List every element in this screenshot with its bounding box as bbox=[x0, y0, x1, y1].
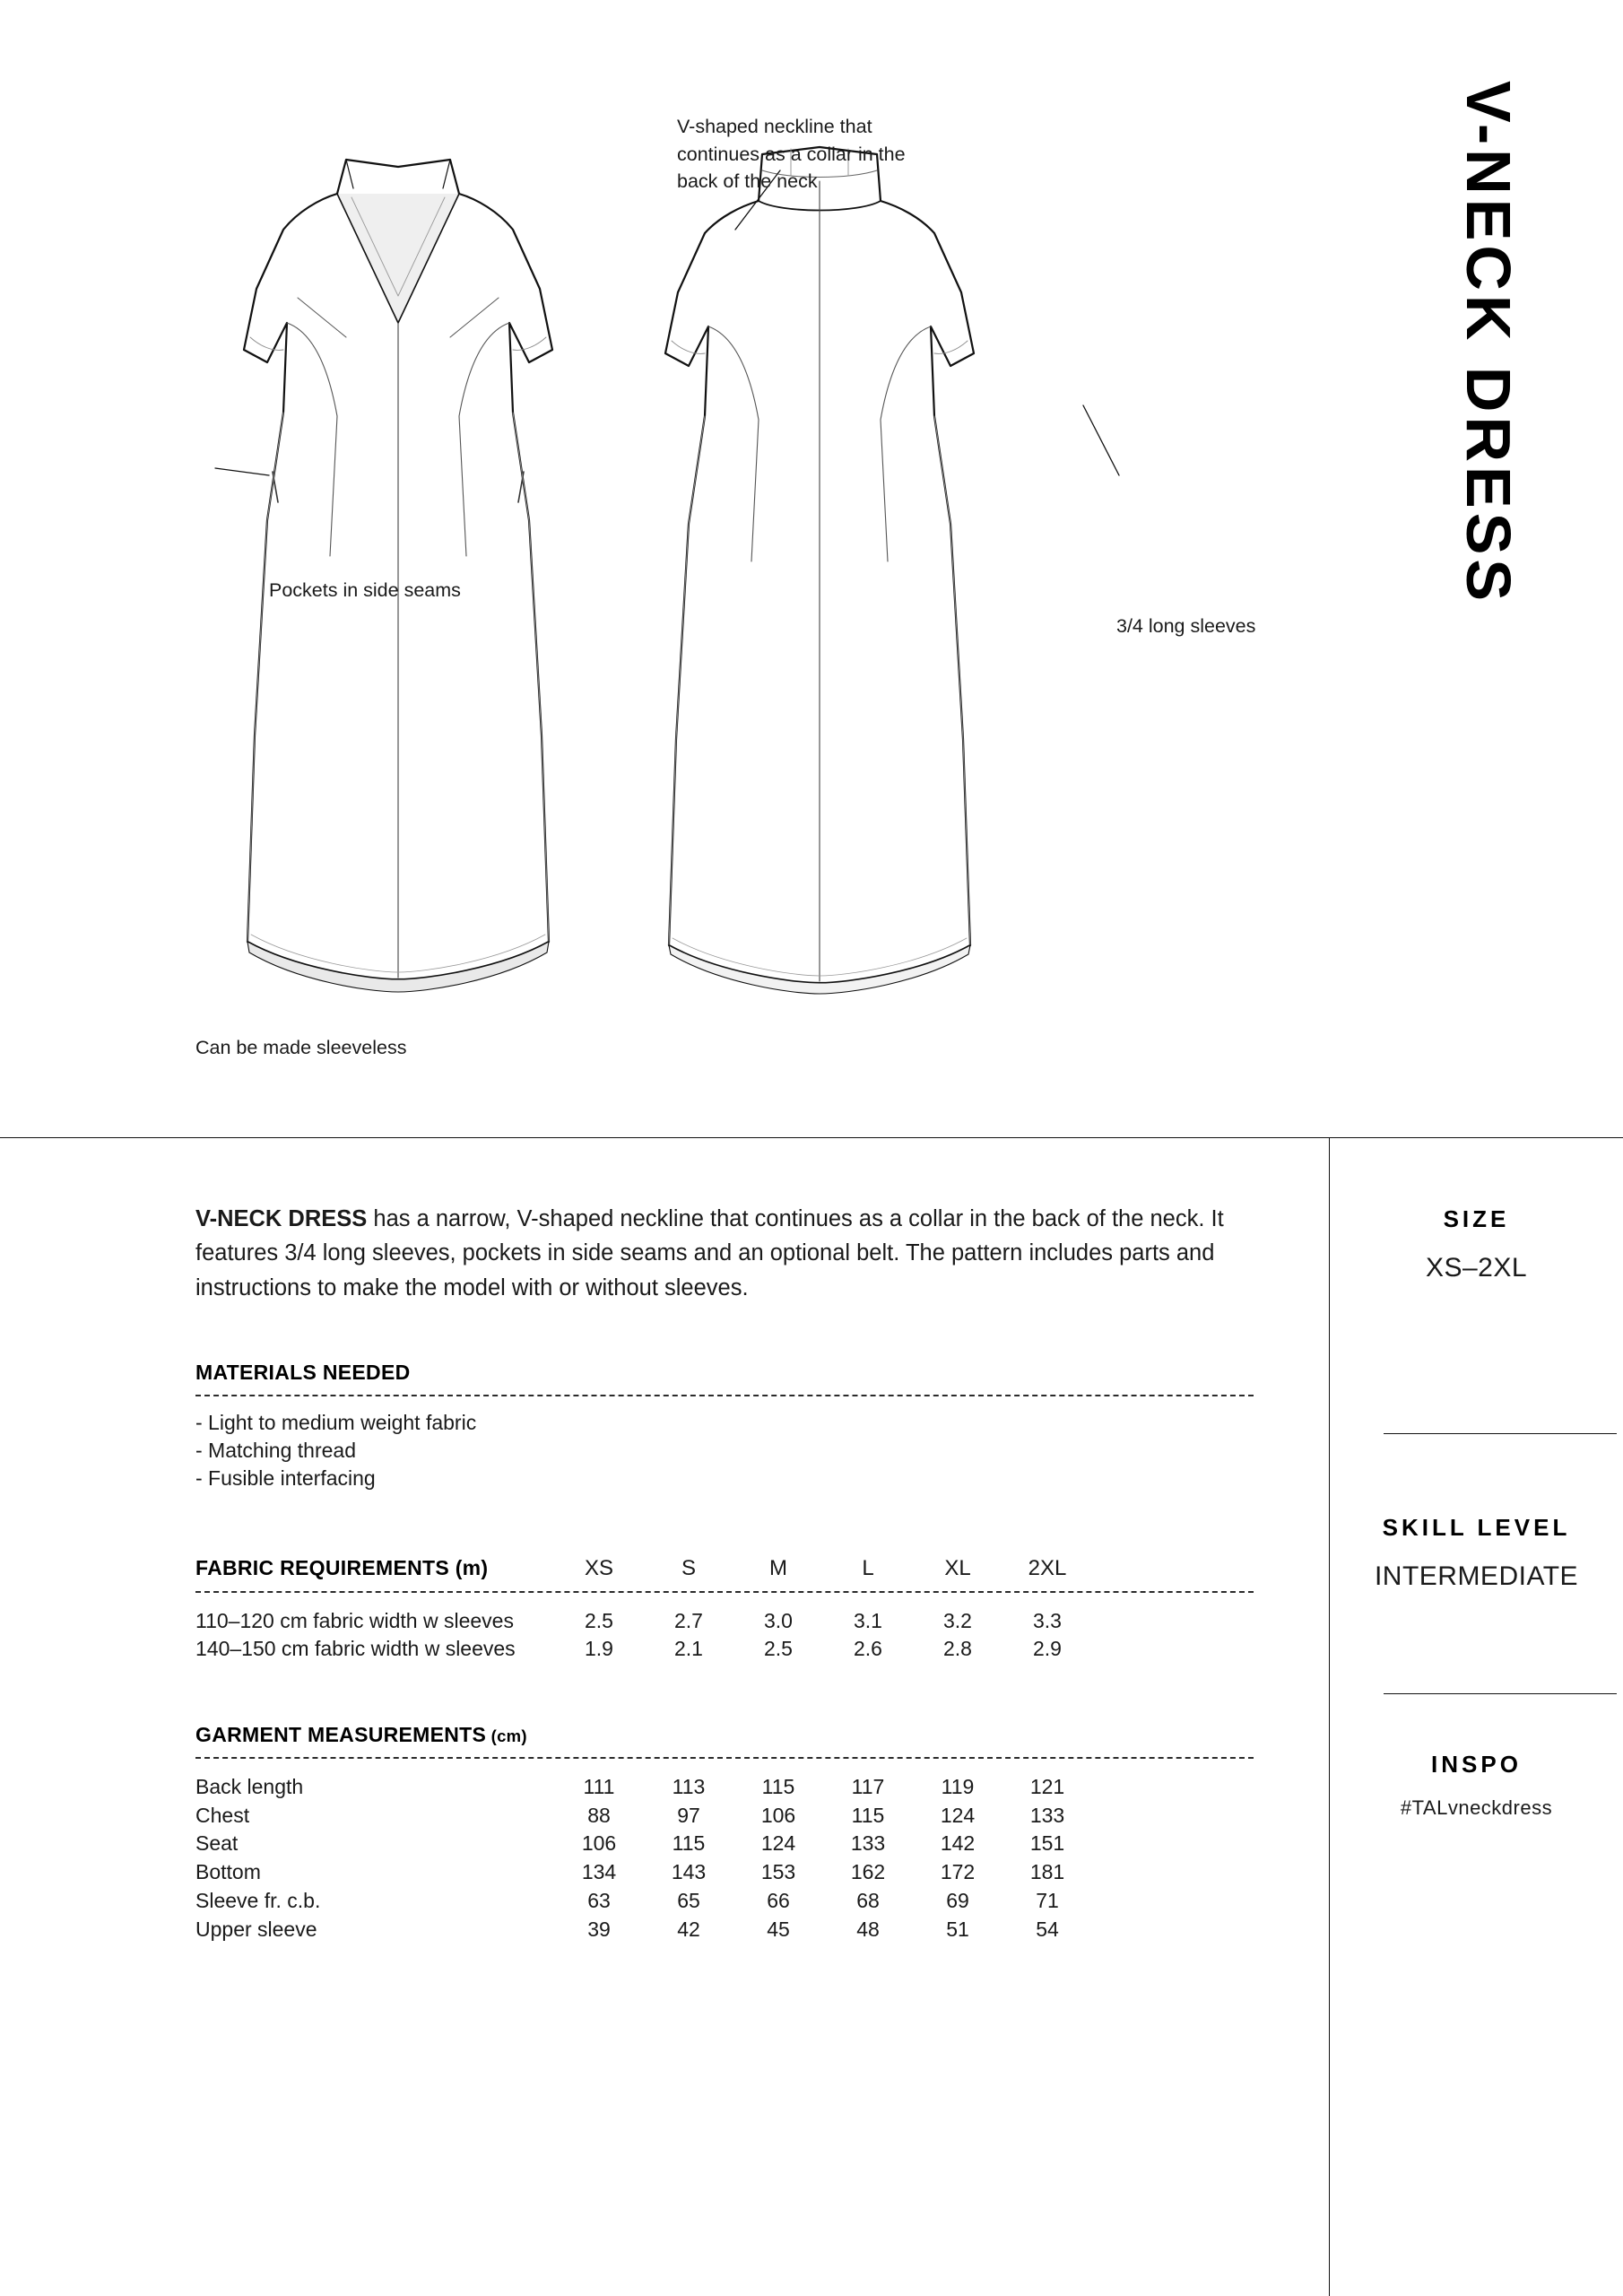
cell: 111 bbox=[583, 1775, 615, 1799]
row-label: 110–120 cm fabric width w sleeves bbox=[195, 1608, 514, 1632]
list-item: - Fusible interfacing bbox=[195, 1466, 376, 1491]
row-label: Seat bbox=[195, 1831, 239, 1856]
cell: 115 bbox=[851, 1803, 885, 1827]
cell: 3.2 bbox=[943, 1608, 972, 1632]
cell: 54 bbox=[1036, 1917, 1059, 1941]
cell: 106 bbox=[760, 1803, 796, 1827]
callout-sleeves: 3/4 long sleeves bbox=[1116, 615, 1256, 637]
cell: 115 bbox=[761, 1775, 795, 1799]
cell: 181 bbox=[1029, 1860, 1065, 1884]
inspo-hashtag: #TALvneckdress bbox=[1400, 1796, 1553, 1819]
cell: 2.1 bbox=[674, 1637, 703, 1661]
row-label: Bottom bbox=[195, 1860, 261, 1884]
table-row bbox=[195, 1635, 1092, 1664]
materials-divider bbox=[195, 1395, 1254, 1396]
content-column bbox=[195, 1202, 1254, 1944]
cell: 133 bbox=[1029, 1803, 1065, 1827]
callout-pockets: Pockets in side seams bbox=[269, 579, 461, 601]
col-s: S bbox=[681, 1555, 696, 1580]
cell: 2.8 bbox=[943, 1637, 972, 1661]
cell: 45 bbox=[767, 1917, 790, 1941]
garment-measurements-section bbox=[195, 1723, 1254, 1944]
size-panel bbox=[1330, 1205, 1623, 1283]
vertical-title-container bbox=[1399, 81, 1578, 762]
col-l: L bbox=[862, 1555, 874, 1580]
cell: 143 bbox=[671, 1860, 707, 1884]
fabric-requirements-body bbox=[195, 1607, 1092, 1664]
table-row bbox=[195, 1607, 1092, 1636]
cell: 2.5 bbox=[764, 1637, 793, 1661]
sidebar-divider-2 bbox=[1384, 1693, 1617, 1694]
table-row bbox=[195, 1858, 1092, 1887]
garment-unit: (cm) bbox=[490, 1726, 527, 1746]
callout-sleeveless: Can be made sleeveless bbox=[195, 1037, 407, 1058]
row-label: Upper sleeve bbox=[195, 1917, 317, 1941]
materials-heading: MATERIALS NEEDED bbox=[195, 1360, 411, 1384]
table-row bbox=[195, 1773, 1092, 1802]
row-label: Sleeve fr. c.b. bbox=[195, 1888, 321, 1912]
fabric-requirements-table bbox=[195, 1556, 1092, 1581]
cell: 162 bbox=[850, 1860, 886, 1884]
cell: 88 bbox=[587, 1803, 611, 1827]
description-lead: V-NECK DRESS bbox=[195, 1206, 368, 1231]
cell: 153 bbox=[760, 1860, 796, 1884]
fabric-heading: FABRIC REQUIREMENTS (m) bbox=[195, 1556, 489, 1580]
cell: 68 bbox=[856, 1888, 880, 1912]
size-title: SIZE bbox=[1443, 1205, 1510, 1232]
materials-list bbox=[195, 1409, 1254, 1493]
fabric-unit: (m) bbox=[455, 1556, 489, 1580]
cell: 39 bbox=[587, 1917, 611, 1941]
inspo-title: INSPO bbox=[1431, 1751, 1522, 1778]
cell: 3.3 bbox=[1033, 1608, 1062, 1632]
table-row bbox=[195, 1887, 1092, 1916]
description-paragraph bbox=[195, 1202, 1227, 1305]
fabric-requirements-section bbox=[195, 1556, 1254, 1664]
table-header-row bbox=[195, 1556, 1092, 1581]
cell: 2.5 bbox=[585, 1608, 613, 1632]
row-label: Back length bbox=[195, 1775, 304, 1799]
description-rest: has a narrow, V-shaped neckline that continues as a collar in the back of the neck. It features 3/4 long sleeves, pockets in side seams and an optional belt. The pattern includes parts and instructions to make the model with or without sleeves. bbox=[195, 1206, 1224, 1300]
size-value: XS–2XL bbox=[1425, 1253, 1528, 1283]
materials-section bbox=[195, 1361, 1254, 1493]
cell: 71 bbox=[1036, 1888, 1059, 1912]
cell: 134 bbox=[581, 1860, 617, 1884]
cell: 172 bbox=[940, 1860, 976, 1884]
callout-neckline: V-shaped neckline that continues as a collar in the back of the neck bbox=[677, 116, 906, 193]
col-m: M bbox=[769, 1555, 787, 1580]
cell: 124 bbox=[940, 1803, 976, 1827]
cell: 63 bbox=[587, 1888, 611, 1912]
sidebar-divider-1 bbox=[1384, 1433, 1617, 1434]
garment-heading: GARMENT MEASUREMENTS (cm) bbox=[195, 1723, 527, 1747]
cell: 151 bbox=[1029, 1831, 1065, 1856]
cell: 65 bbox=[677, 1888, 700, 1912]
technical-illustration bbox=[161, 54, 1345, 1040]
front-view bbox=[244, 160, 552, 992]
cell: 51 bbox=[946, 1917, 969, 1941]
page-title: V-NECK DRESS bbox=[1454, 81, 1523, 606]
col-xs: XS bbox=[584, 1555, 613, 1580]
row-label: Chest bbox=[195, 1803, 250, 1827]
skill-level-value: INTERMEDIATE bbox=[1374, 1561, 1579, 1591]
leader-sleeves bbox=[1083, 405, 1119, 475]
cell: 1.9 bbox=[585, 1637, 613, 1661]
cell: 113 bbox=[672, 1775, 706, 1799]
table-row bbox=[195, 1830, 1092, 1858]
col-xl: XL bbox=[944, 1555, 971, 1580]
inspo-panel bbox=[1330, 1751, 1623, 1820]
cell: 115 bbox=[672, 1831, 706, 1856]
cell: 66 bbox=[767, 1888, 790, 1912]
leader-pockets bbox=[215, 468, 269, 475]
cell: 42 bbox=[677, 1917, 700, 1941]
cell: 133 bbox=[850, 1831, 886, 1856]
cell: 121 bbox=[1029, 1775, 1065, 1799]
cell: 142 bbox=[940, 1831, 976, 1856]
cell: 106 bbox=[581, 1831, 617, 1856]
list-item: - Light to medium weight fabric bbox=[195, 1410, 477, 1434]
cell: 2.9 bbox=[1033, 1637, 1062, 1661]
row-label: 140–150 cm fabric width w sleeves bbox=[195, 1637, 516, 1661]
cell: 119 bbox=[941, 1775, 975, 1799]
list-item: - Matching thread bbox=[195, 1439, 356, 1463]
cell: 2.7 bbox=[674, 1608, 703, 1632]
table-row bbox=[195, 1916, 1092, 1944]
cell: 48 bbox=[856, 1917, 880, 1941]
skill-level-panel bbox=[1330, 1514, 1623, 1592]
cell: 97 bbox=[677, 1803, 700, 1827]
skill-level-title: SKILL LEVEL bbox=[1382, 1514, 1571, 1541]
cell: 117 bbox=[851, 1775, 885, 1799]
col-2xl: 2XL bbox=[1028, 1555, 1067, 1580]
table-row bbox=[195, 1802, 1092, 1831]
cell: 3.1 bbox=[854, 1608, 882, 1632]
garment-measurements-table bbox=[195, 1773, 1092, 1944]
info-sidebar bbox=[1330, 1137, 1623, 2296]
cell: 3.0 bbox=[764, 1608, 793, 1632]
back-view bbox=[665, 147, 974, 994]
cell: 69 bbox=[946, 1888, 969, 1912]
cell: 124 bbox=[760, 1831, 796, 1856]
cell: 2.6 bbox=[854, 1637, 882, 1661]
